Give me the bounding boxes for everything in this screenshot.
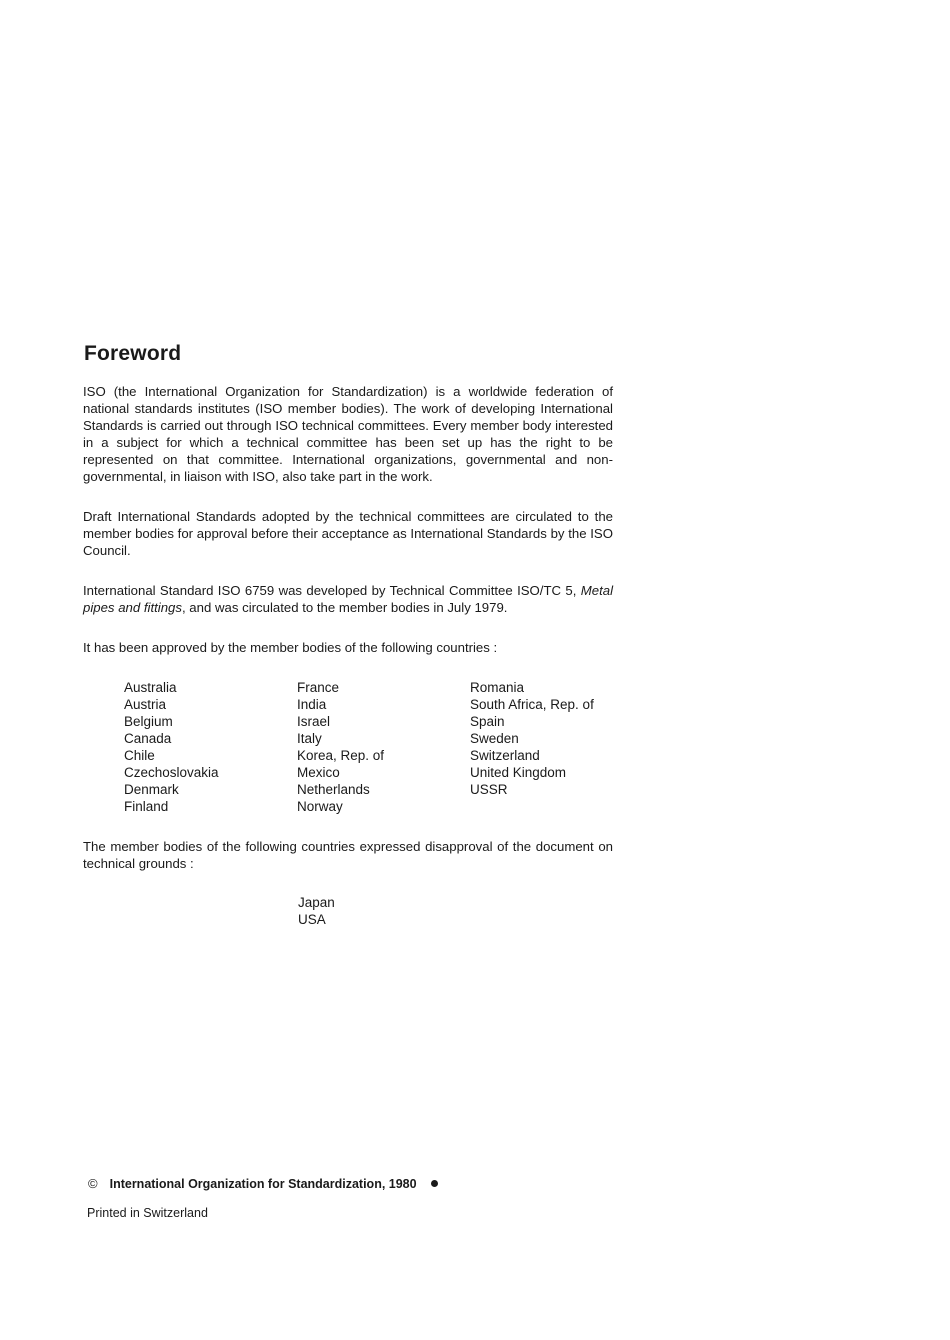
disapproval-intro: The member bodies of the following countries expressed disapproval of the document on technical grounds :	[83, 839, 613, 871]
country-item: Mexico	[297, 765, 340, 780]
approval-intro: It has been approved by the member bodies of the following countries :	[83, 640, 498, 655]
country-item: Italy	[297, 731, 322, 746]
approving-countries-col-1	[124, 679, 219, 815]
foreword-paragraph-drafts: Draft International Standards adopted by the technical committees are circulated to the member bodies for approval before their acceptance as International Standards by the ISO Council.	[83, 509, 613, 558]
country-item: Denmark	[124, 782, 179, 797]
page-title: Foreword	[84, 342, 182, 365]
standard-text-end: , and was circulated to the member bodies in July 1979.	[181, 600, 508, 615]
country-item: Norway	[297, 799, 343, 814]
country-item: Japan	[298, 895, 335, 910]
country-item: Israel	[297, 714, 331, 729]
country-item: Korea, Rep. of	[297, 748, 385, 763]
foreword-paragraph-standard	[83, 582, 613, 616]
country-item: Spain	[470, 714, 505, 729]
country-item: India	[297, 697, 327, 712]
country-item: USA	[298, 912, 326, 927]
committee-title: Metal pipes and fittings	[83, 583, 613, 615]
country-item: Canada	[124, 731, 172, 746]
country-item: Romania	[470, 680, 525, 695]
approving-countries-col-2	[297, 679, 384, 815]
standard-text-start: International Standard ISO 6759 was developed by Technical Committee ISO/TC 5,	[83, 583, 581, 598]
country-item: Czechoslovakia	[124, 765, 219, 780]
disapproving-countries	[298, 894, 335, 928]
country-item: France	[297, 680, 340, 695]
country-item: Australia	[124, 680, 177, 695]
country-item: Belgium	[124, 714, 173, 729]
copyright-line	[88, 1176, 438, 1191]
country-item: Chile	[124, 748, 155, 763]
foreword-paragraph-iso: ISO (the International Organization for Standardization) is a worldwide federation of national standards institutes (ISO member bodies). The work of developing International Standards is carried out through ISO technical committees. Every member body interested in a subject for which a technical committee has been set up has the right to be represented on that committee. International organizations, governmental and non-governmental, in liaison with ISO, also take part in the work.	[83, 384, 613, 484]
country-item: Switzerland	[470, 748, 540, 763]
country-item: Finland	[124, 799, 169, 814]
country-item: USSR	[470, 782, 508, 797]
copyright-icon: ©	[88, 1176, 98, 1191]
country-item: Austria	[124, 697, 167, 712]
approving-countries-col-3	[470, 679, 594, 798]
country-item: South Africa, Rep. of	[470, 697, 594, 712]
country-item: United Kingdom	[470, 765, 567, 780]
country-item: Netherlands	[297, 782, 370, 797]
bullet-dot-icon	[431, 1180, 438, 1187]
country-item: Sweden	[470, 731, 519, 746]
copyright-text: International Organization for Standardization, 1980	[109, 1176, 417, 1191]
printed-in-note: Printed in Switzerland	[87, 1206, 208, 1220]
